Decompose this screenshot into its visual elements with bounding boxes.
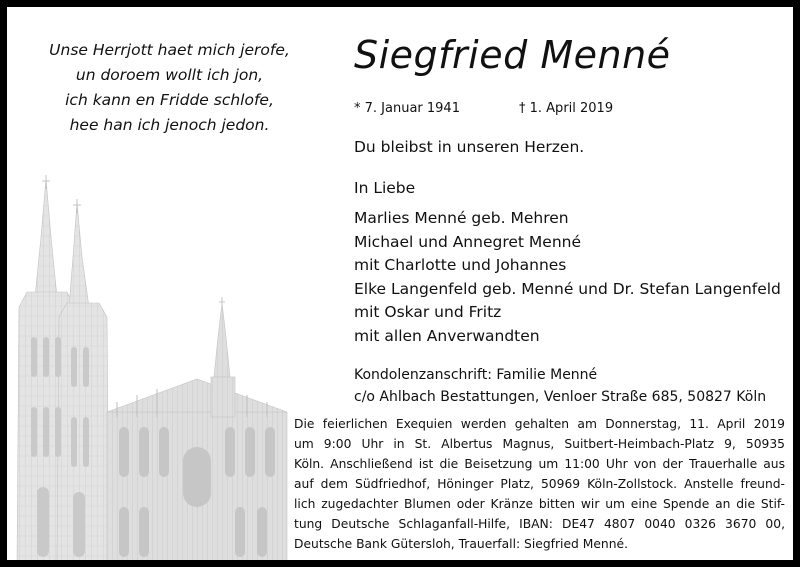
address-line: Kondolenzanschrift: Familie Menné	[354, 367, 598, 383]
service-details	[294, 414, 785, 554]
dialect-poem	[27, 38, 312, 138]
motto: Du bleibst in unseren Herzen.	[354, 138, 585, 156]
mourner-line: Marlies Menné geb. Mehren	[354, 209, 569, 227]
service-line: lich zugedachter Blumen oder Kränze bitten wir um eine Spende an die Stif-	[294, 497, 785, 511]
mourner-line: mit Oskar und Fritz	[354, 303, 502, 321]
address-line: c/o Ahlbach Bestattungen, Venloer Straße 685, 50827 Köln	[354, 389, 767, 405]
poem-line: Unse Herrjott haet mich jerofe,	[49, 41, 290, 59]
poem-line: hee han ich jenoch jedon.	[69, 116, 270, 134]
mourners-list	[354, 207, 781, 348]
poem-line: ich kann en Fridde schlofe,	[65, 91, 274, 109]
deceased-name: Siegfried Menné	[354, 33, 671, 77]
birth-date: * 7. Januar 1941	[354, 101, 460, 116]
service-line: tung Deutsche Schlaganfall-Hilfe, IBAN: DE47 4807 0040 0326 3670 00,	[294, 517, 785, 531]
service-line: auf dem Südfriedhof, Höninger Platz, 50969 Köln-Zollstock. Anstelle freund-	[294, 477, 785, 491]
poem-line: un doroem wollt ich jon,	[75, 66, 264, 84]
mourner-line: mit Charlotte und Johannes	[354, 256, 567, 274]
service-line: um 9:00 Uhr in St. Albertus Magnus, Suitbert-Heimbach-Platz 9, 50935	[294, 437, 785, 451]
mourner-line: Elke Langenfeld geb. Menné und Dr. Stefan Langenfeld	[354, 279, 781, 298]
in-love-heading: In Liebe	[354, 179, 416, 197]
service-line: Deutsche Bank Gütersloh, Trauerfall: Siegfried Menné.	[294, 537, 628, 551]
service-line: Die feierlichen Exequien werden gehalten am Donnerstag, 11. April 2019	[294, 417, 785, 431]
service-line: Köln. Anschließend ist die Beisetzung um 11:00 Uhr von der Trauerhalle aus	[294, 457, 785, 471]
mourner-line: mit allen Anverwandten	[354, 326, 540, 345]
condolence-address	[354, 364, 766, 408]
death-date: † 1. April 2019	[519, 101, 614, 116]
mourner-line: Michael und Annegret Menné	[354, 232, 581, 251]
